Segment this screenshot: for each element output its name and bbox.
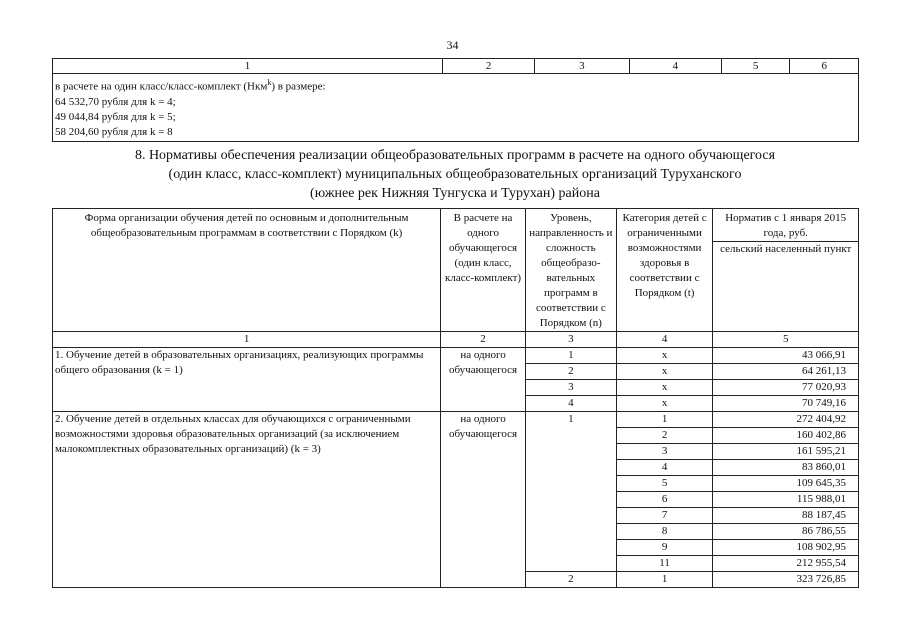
text-line: 49 044,84 рубля для k = 5; xyxy=(55,110,176,123)
norm-value: 64 261,13 xyxy=(713,364,859,380)
norm-value: 70 749,16 xyxy=(713,396,859,412)
table-row xyxy=(53,348,859,364)
norm-value: 160 402,86 xyxy=(713,428,859,444)
norm-value: 88 187,45 xyxy=(713,508,859,524)
col-number: 1 xyxy=(53,59,443,74)
norm-value: 108 902,95 xyxy=(713,540,859,556)
category-cell: 6 xyxy=(616,492,713,508)
header-norm: Норматив с 1 января 2015 года, руб. xyxy=(713,209,859,242)
category-cell: 1 xyxy=(616,572,713,588)
table-row xyxy=(53,412,859,428)
per-unit: на одного обучающегося xyxy=(441,412,526,588)
header-form: Форма организации обучения детей по основным и дополнительным общеобразовательным программам в соответствии с Порядком (k) xyxy=(53,209,441,332)
heading-line: (южнее рек Нижняя Тунгуска и Турухан) района xyxy=(310,186,600,201)
col-number: 4 xyxy=(616,332,713,348)
page-number: 34 xyxy=(446,38,459,52)
norm-value: 323 726,85 xyxy=(713,572,859,588)
heading-line: 8. Нормативы обеспечения реализации общеобразовательных программ в расчете на одного обучающегося xyxy=(134,148,776,163)
category-cell: 4 xyxy=(616,460,713,476)
per-unit: на одного обучающегося xyxy=(441,348,526,412)
category-cell: 5 xyxy=(616,476,713,492)
category-cell: 7 xyxy=(616,508,713,524)
category-cell: x xyxy=(616,396,713,412)
norm-value: 109 645,35 xyxy=(713,476,859,492)
level-cell: 4 xyxy=(525,396,616,412)
category-cell: 8 xyxy=(616,524,713,540)
text-line: в расчете на один класс/класс-комплект (Нкм$^k$) в размере: xyxy=(55,78,326,93)
continuation-body-row xyxy=(53,74,859,142)
level-cell: 2 xyxy=(525,364,616,380)
col-number: 5 xyxy=(713,332,859,348)
category-cell: x xyxy=(616,380,713,396)
col-number: 5 xyxy=(721,59,790,74)
level-cell: 2 xyxy=(525,572,616,588)
category-cell: 2 xyxy=(616,428,713,444)
col-number: 2 xyxy=(442,59,534,74)
category-cell: 3 xyxy=(616,444,713,460)
continuation-table xyxy=(52,58,859,142)
header-rural: сельский населенный пункт xyxy=(713,242,859,332)
norm-value: 86 786,55 xyxy=(713,524,859,540)
form-label: 1. Обучение детей в образовательных организациях, реализующих программы общего образования (k = 1) xyxy=(53,348,441,412)
form-label: 2. Обучение детей в отдельных классах для обучающихся с ограниченными возможностями здоровья образовательных организаций (за исключением малокомплектных образовательных организаций) (k = 3) xyxy=(53,412,441,588)
col-number: 3 xyxy=(535,59,629,74)
heading-line: (один класс, класс-комплект) муниципальных общеобразовательных организаций Туруханского xyxy=(168,167,742,182)
level-cell: 1 xyxy=(525,348,616,364)
norm-value: 212 955,54 xyxy=(713,556,859,572)
column-number-row xyxy=(53,59,859,74)
col-number: 2 xyxy=(441,332,526,348)
normatives-table xyxy=(52,208,859,588)
category-cell: x xyxy=(616,348,713,364)
level-cell: 1 xyxy=(525,412,616,572)
header-per: В расчете на одного обучающегося (один класс, класс-комплект) xyxy=(441,209,526,332)
category-cell: 1 xyxy=(616,412,713,428)
level-cell: 3 xyxy=(525,380,616,396)
norm-value: 272 404,92 xyxy=(713,412,859,428)
column-number-row xyxy=(53,332,859,348)
category-cell: 11 xyxy=(616,556,713,572)
header-category: Категория детей с ограниченными возможностями здоровья в соответствии с Порядком (t) xyxy=(616,209,713,332)
col-number: 3 xyxy=(525,332,616,348)
section-heading xyxy=(60,146,850,203)
col-number: 4 xyxy=(629,59,721,74)
text-line: 58 204,60 рубля для k = 8 xyxy=(55,125,173,138)
continuation-text xyxy=(53,74,859,142)
col-number: 6 xyxy=(790,59,859,74)
norm-value: 83 860,01 xyxy=(713,460,859,476)
norm-value: 77 020,93 xyxy=(713,380,859,396)
header-level: Уровень, направленность и сложность общеобразо-вательных программ в соответствии с Порядком (n) xyxy=(525,209,616,332)
header-row xyxy=(53,209,859,242)
norm-value: 115 988,01 xyxy=(713,492,859,508)
norm-value: 43 066,91 xyxy=(713,348,859,364)
norm-value: 161 595,21 xyxy=(713,444,859,460)
category-cell: x xyxy=(616,364,713,380)
category-cell: 9 xyxy=(616,540,713,556)
text-line: 64 532,70 рубля для k = 4; xyxy=(55,95,176,108)
col-number: 1 xyxy=(53,332,441,348)
